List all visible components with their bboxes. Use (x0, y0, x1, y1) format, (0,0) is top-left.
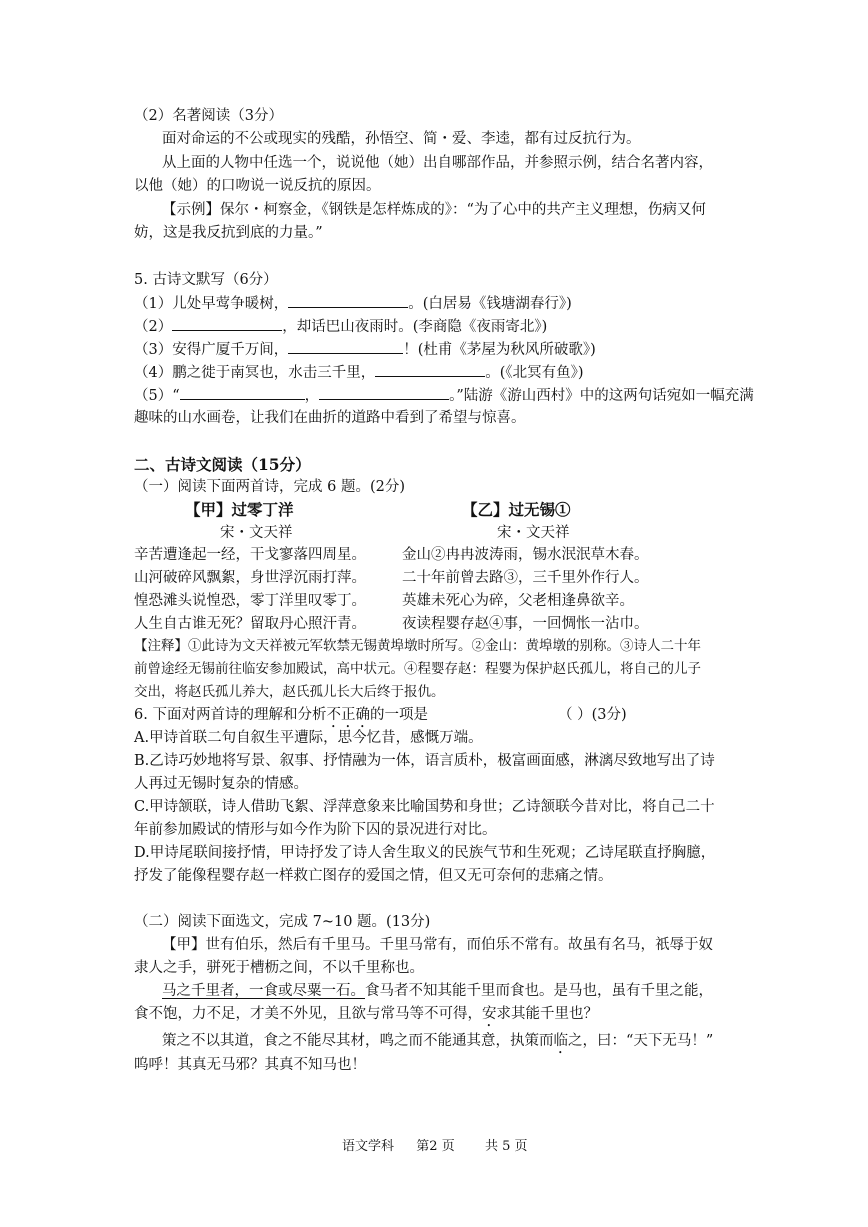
poem-a-author: 宋・文天祥 (220, 525, 293, 541)
poem-b-title: 【乙】过无锡① (462, 500, 571, 519)
q4-2-paragraph-2a: 从上面的人物中任选一个，说说他（她）出自哪部作品，并参照示例，结合名著内容， (162, 155, 713, 171)
q5-item-2-number: （2） (134, 319, 173, 335)
answer-blank[interactable] (172, 316, 282, 331)
poem-b-line-3: 英雄未死心为碎，父老相逢鼻欲辛。 (402, 593, 634, 609)
q5-item-5-number: （5）“ (134, 388, 180, 404)
q5-heading: 5. 古诗文默写（6分） (134, 272, 278, 288)
passage-jia-line-6: 呜呼！其真无马邪？其真不知马也！ (134, 1057, 366, 1073)
footer-total-pages: 共 5 页 (484, 1139, 528, 1154)
q5-item-5 (134, 385, 754, 406)
q6-option-b-line-2: 人再过无锡时复杂的情感。 (134, 776, 308, 792)
q5-item-1-text: （1）儿处早莺争暖树， (134, 296, 289, 312)
poem-line (134, 545, 649, 565)
page-footer (342, 1137, 528, 1157)
passage-jia-line-3 (134, 981, 713, 1001)
answer-blank[interactable] (180, 385, 305, 400)
passage-jia-line-2: 隶人之手，骈死于槽枥之间，不以千里称也。 (134, 960, 424, 976)
poem-notes-line-1: 【注释】①此诗为文天祥被元军软禁无锡黄埠墩时所写。②金山：黄埠墩的别称。③诗人二十年 (134, 638, 701, 654)
q6-option-d-line-2: 抒发了能像程婴存赵一样救亡图存的爱国之情，但又无可奈何的悲痛之情。 (134, 868, 613, 884)
q5-item-3-text: （3）安得广厦千万间， (134, 342, 289, 358)
q5-item-2 (134, 316, 547, 337)
q4-2-heading: （2）名著阅读（3分） (134, 108, 283, 124)
underlined-sentence: 马之千里者，一食或尽粟一石。 (162, 983, 365, 999)
q6-option-c-line-2: 年前参加殿试的情形与如今作为阶下囚的景况进行对比。 (134, 822, 497, 838)
passage-jia-line-3-text: 食马者不知其能千里而食也。是马也，虽有千里之能， (365, 983, 713, 999)
passage-jia-line-1: 【甲】世有伯乐，然后有千里马。千里马常有，而伯乐不常有。故虽有名马，祇辱于奴 (162, 937, 713, 953)
q5-item-5-text: 。”陆游《游山西村》中的这两句话宛如一幅充满 (449, 388, 754, 404)
q5-item-5-continued: 趣味的山水画卷，让我们在曲折的道路中看到了希望与惊喜。 (134, 410, 526, 426)
q4-2-example-line-2: 妨，这是我反抗到底的力量。” (134, 225, 323, 241)
poem-b-line-4: 夜读程婴存赵④事，一回惆怅一沾巾。 (402, 616, 649, 632)
emphasized-word: 安 (482, 1006, 497, 1022)
q6-option-d-line-1: D.甲诗尾联间接抒情，甲诗抒发了诗人舍生取义的民族气节和生死观；乙诗尾联直抒胸臆， (134, 845, 716, 861)
poem-line (134, 614, 649, 634)
poem-a-line-3: 惶恐滩头说惶恐，零丁洋里叹零丁。 (134, 593, 366, 609)
q6-option-b-line-1: B.乙诗巧妙地将写景、叙事、抒情融为一体，语言质朴，极富画面感，淋漓尽致地写出了诗 (134, 753, 715, 769)
q5-item-2-text: ，却话巴山夜雨时。(李商隐《夜雨寄北》) (282, 319, 548, 335)
section-2-heading: 二、古诗文阅读（15分） (134, 455, 311, 474)
poem-line (134, 591, 634, 611)
section-2-sub-1-heading: （一）阅读下面两首诗，完成 6 题。(2分) (134, 479, 405, 495)
poem-b-author: 宋・文天祥 (497, 525, 570, 541)
q6-option-a: A.甲诗首联二句自叙生平遭际，思今忆昔，感慨万端。 (134, 730, 483, 746)
passage-jia-line-4-text: 食不饱，力不足，才美不外见，且欲与常马等不可得， (134, 1006, 482, 1022)
answer-blank[interactable] (288, 293, 408, 308)
q4-2-paragraph-2b: 以他（她）的口吻说一说反抗的原因。 (134, 178, 381, 194)
answer-blank[interactable] (319, 385, 449, 400)
answer-blank[interactable] (288, 339, 403, 354)
q6-stem-tail: 的一项是 (369, 707, 428, 723)
passage-jia-line-4-tail: 求其能千里也？ (496, 1006, 598, 1022)
passage-jia-line-5 (134, 1031, 713, 1057)
poem-a-line-4: 人生自古谁无死？留取丹心照汗青。 (134, 616, 366, 632)
q5-item-5-comma: ， (304, 388, 320, 404)
emphasized-word: 临 (553, 1033, 568, 1049)
passage-jia-line-5-text: 策之不以其道，食之不能尽其材，鸣之而不能通其意，执策而 (162, 1033, 554, 1049)
poem-line (134, 568, 649, 588)
passage-jia-line-4 (134, 1004, 598, 1030)
answer-blank[interactable] (375, 362, 485, 377)
q4-2-paragraph-1: 面对命运的不公或现实的残酷，孙悟空、简・爱、李逵，都有过反抗行为。 (162, 131, 641, 147)
section-2-sub-2-heading: （二）阅读下面选文，完成 7~10 题。(13分) (134, 914, 431, 930)
passage-jia-line-5-tail: 之，曰：“天下无马！” (568, 1033, 714, 1049)
q6-stem-text: 6. 下面对两首诗的理解和分析 (134, 707, 327, 723)
q4-2-example-line-1: 【示例】保尔・柯察金，《钢铁是怎样炼成的》：“为了心中的共产主义理想，伤病又何 (162, 202, 706, 218)
footer-subject: 语文学科 (342, 1139, 395, 1154)
poem-notes-line-3: 交出，将赵氏孤儿养大，赵氏孤儿长大后终于报仇。 (134, 684, 445, 700)
q5-item-4-text: （4）鹏之徙于南冥也，水击三千里， (134, 365, 376, 381)
poem-a-title: 【甲】过零丁洋 (185, 500, 294, 519)
q6-option-c-line-1: C.甲诗颔联，诗人借助飞絮、浮萍意象来比喻国势和身世；乙诗颔联今昔对比，将自己二十 (134, 799, 715, 815)
poem-notes-line-2: 前曾途经无锡前往临安参加殿试，高中状元。④程婴存赵：程婴为保护赵氏孤儿，将自己的儿子 (134, 661, 701, 677)
poem-a-line-1: 辛苦遭逢起一经，干戈寥落四周星。 (134, 547, 366, 563)
q5-item-3 (134, 339, 596, 360)
q5-item-1 (134, 293, 572, 314)
q5-item-1-source: 。(白居易《钱塘湖春行》) (408, 296, 572, 312)
q6-emphasis: 不正确 (326, 707, 370, 723)
q5-item-4 (134, 362, 584, 383)
q5-item-3-source: ！(杜甫《茅屋为秋风所破歌》) (403, 342, 596, 358)
q6-answer-bracket[interactable]: （ ）(3分) (558, 707, 627, 723)
q5-item-4-source: 。(《北冥有鱼》) (485, 365, 584, 381)
footer-page-number: 第2 页 (416, 1139, 455, 1154)
poem-a-line-2: 山河破碎风飘絮，身世浮沉雨打萍。 (134, 570, 366, 586)
poem-b-line-1: 金山②冉冉波涛雨，锡水泯泯草木春。 (402, 547, 649, 563)
poem-b-line-2: 二十年前曾去路③，三千里外作行人。 (402, 570, 649, 586)
